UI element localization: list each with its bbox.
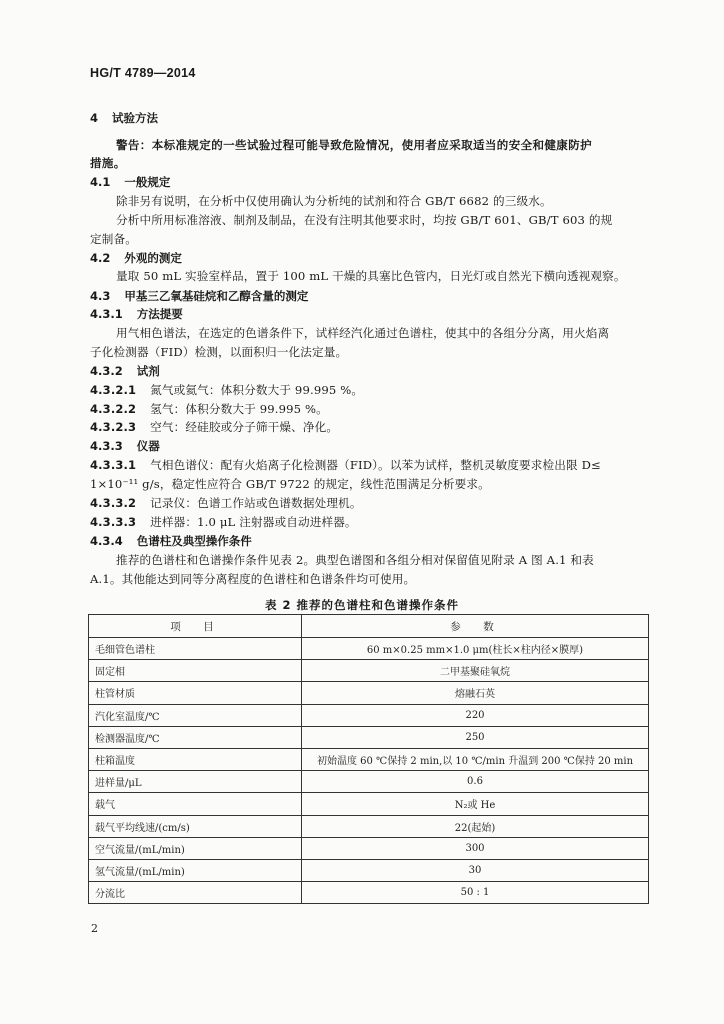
warning-line-1: 警告：本标准规定的一些试验过程可能导致危险情况，使用者应采取适当的安全和健康防护 [116, 138, 592, 152]
warning-line-2: 措施。 [90, 156, 126, 170]
cell-item: 载气 [89, 793, 302, 815]
item-text: 空气：经硅胶或分子筛干燥、净化。 [150, 420, 339, 434]
cell-param: 初始温度 60 ℃保持 2 min,以 10 ℃/min 升温到 200 ℃保持 20 min [302, 748, 649, 770]
section-number: 4.3.2 [90, 364, 123, 378]
table-row [89, 726, 649, 748]
section-title: 试验方法 [112, 111, 159, 125]
cell-param: N₂或 He [302, 793, 649, 815]
section-number: 4.3.4 [90, 534, 123, 548]
item-text: 氢气：体积分数大于 99.995 %。 [150, 402, 328, 416]
cell-item: 检测器温度/℃ [89, 726, 302, 748]
cell-item: 柱箱温度 [89, 748, 302, 770]
list-item [90, 419, 338, 435]
cell-item: 氢气流量/(mL/min) [89, 859, 302, 881]
paragraph: 1×10⁻¹¹ g/s，稳定性应符合 GB/T 9722 的规定，线性范围满足分析要求。 [90, 477, 490, 491]
column-header-param: 参 数 [302, 615, 649, 638]
section-number: 4.1 [90, 175, 111, 189]
paragraph: 用气相色谱法，在选定的色谱条件下，试样经汽化通过色谱柱，使其中的各组分分离，用火焰离 [116, 326, 610, 340]
cell-param: 熔融石英 [302, 682, 649, 704]
table-title: 表 2 推荐的色谱柱和色谱操作条件 [264, 598, 459, 612]
section-title: 试剂 [136, 364, 160, 378]
table-row [89, 793, 649, 815]
section-title: 外观的测定 [124, 251, 182, 265]
item-text: 进样器：1.0 μL 注射器或自动进样器。 [150, 515, 357, 529]
cell-param: 250 [302, 726, 649, 748]
item-number: 4.3.2.2 [90, 402, 137, 416]
section-4-3-1-heading [90, 306, 183, 322]
cell-param: 0.6 [302, 771, 649, 793]
section-4-2-heading [90, 250, 182, 266]
item-text: 记录仪：色谱工作站或色谱数据处理机。 [150, 496, 362, 510]
paragraph: 量取 50 mL 实验室样品，置于 100 mL 干燥的具塞比色管内，日光灯或自然光下横向透视观察。 [116, 269, 626, 283]
table-row [89, 682, 649, 704]
list-item [90, 401, 328, 417]
cell-param: 220 [302, 704, 649, 726]
cell-item: 载气平均线速/(cm/s) [89, 815, 302, 837]
column-header-item: 项 目 [89, 615, 302, 638]
section-4-3-heading [90, 288, 308, 304]
section-number: 4.3.1 [90, 307, 123, 321]
cell-item: 固定相 [89, 660, 302, 682]
section-number: 4 [90, 111, 99, 125]
section-4-heading [90, 110, 158, 126]
item-number: 4.3.3.1 [90, 458, 137, 472]
item-number: 4.3.3.3 [90, 515, 137, 529]
table-row [89, 815, 649, 837]
cell-param: 二甲基聚硅氧烷 [302, 660, 649, 682]
cell-param: 60 m×0.25 mm×1.0 μm(柱长×柱内径×膜厚) [302, 638, 649, 660]
paragraph: A.1。其他能达到同等分离程度的色谱柱和色谱条件均可使用。 [90, 572, 416, 586]
section-title: 色谱柱及典型操作条件 [136, 534, 252, 548]
section-title: 一般规定 [124, 175, 171, 189]
table-row [89, 837, 649, 859]
cell-item: 空气流量/(mL/min) [89, 837, 302, 859]
list-item [90, 457, 601, 473]
section-title: 仪器 [136, 439, 160, 453]
standard-code: HG/T 4789—2014 [90, 66, 196, 80]
section-title: 甲基三乙氧基硅烷和乙醇含量的测定 [124, 289, 309, 303]
table-row [89, 882, 649, 904]
table-row [89, 748, 649, 770]
table-row [89, 660, 649, 682]
cell-param: 300 [302, 837, 649, 859]
list-item [90, 514, 357, 530]
cell-item: 汽化室温度/℃ [89, 704, 302, 726]
table-row [89, 859, 649, 881]
item-number: 4.3.2.1 [90, 383, 137, 397]
cell-item: 毛细管色谱柱 [89, 638, 302, 660]
chromatography-conditions-table [88, 614, 649, 904]
paragraph: 定制备。 [90, 232, 137, 246]
list-item [90, 495, 362, 511]
item-text: 氮气或氦气：体积分数大于 99.995 %。 [150, 383, 364, 397]
paragraph: 分析中所用标准溶液、制剂及制品，在没有注明其他要求时，均按 GB/T 601、GB/T 603 的规 [116, 213, 613, 227]
cell-item: 进样量/μL [89, 771, 302, 793]
section-4-3-4-heading [90, 533, 252, 549]
section-4-3-3-heading [90, 438, 160, 454]
paragraph: 推荐的色谱柱和色谱操作条件见表 2。典型色谱图和各组分相对保留值见附录 A 图 A.1 和表 [116, 553, 594, 567]
table-row [89, 704, 649, 726]
paragraph: 除非另有说明，在分析中仅使用确认为分析纯的试剂和符合 GB/T 6682 的三级水。 [116, 194, 552, 208]
list-item [90, 382, 363, 398]
section-4-1-heading [90, 174, 170, 190]
cell-item: 分流比 [89, 882, 302, 904]
cell-param: 30 [302, 859, 649, 881]
item-number: 4.3.2.3 [90, 420, 137, 434]
table-row [89, 771, 649, 793]
section-4-3-2-heading [90, 363, 160, 379]
section-number: 4.2 [90, 251, 111, 265]
table-header-row [89, 615, 649, 638]
cell-param: 22(起始) [302, 815, 649, 837]
section-number: 4.3.3 [90, 439, 123, 453]
section-title: 方法提要 [136, 307, 183, 321]
cell-item: 柱管材质 [89, 682, 302, 704]
paragraph: 子化检测器（FID）检测，以面积归一化法定量。 [90, 345, 348, 359]
item-text: 气相色谱仪：配有火焰离子化检测器（FID）。以苯为试样，整机灵敏度要求检出限 D≤ [150, 458, 601, 472]
section-number: 4.3 [90, 289, 111, 303]
cell-param: 50 : 1 [302, 882, 649, 904]
page-number: 2 [91, 922, 98, 935]
table-row [89, 638, 649, 660]
item-number: 4.3.3.2 [90, 496, 137, 510]
